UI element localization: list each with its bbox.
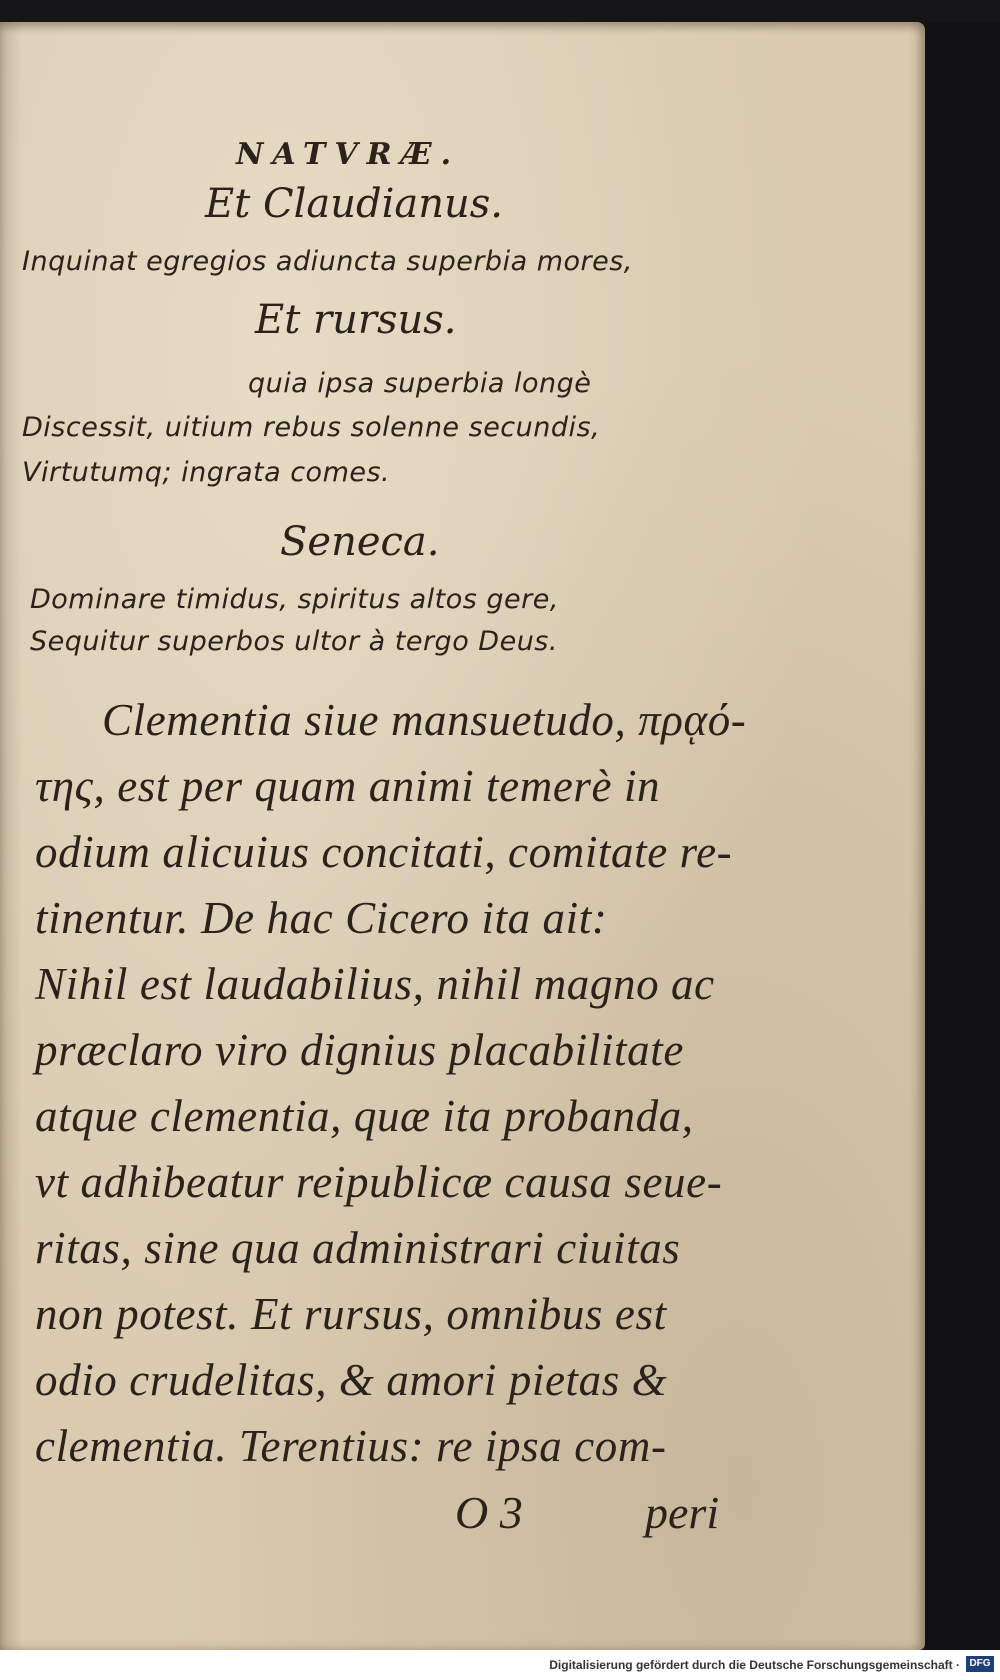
body-line-11: odio crudelitas, & amori pietas & (35, 1355, 668, 1405)
heading-claudianus: Et Claudianus. (205, 181, 504, 227)
heading-seneca: Seneca. (280, 519, 440, 565)
verse-line-2: quia ipsa superbia longè (248, 368, 592, 399)
digitization-footer (0, 1650, 1000, 1680)
body-line-1: Clementia siue mansuetudo, πρᾳό- (102, 695, 747, 745)
dfg-logo: DFG (966, 1656, 994, 1672)
body-line-7: atque clementia, quæ ita probanda, (35, 1091, 694, 1141)
running-header: NATVRÆ. (236, 137, 461, 172)
verse-line-4: Virtutumq; ingrata comes. (22, 457, 391, 488)
body-line-2: της, est per quam animi temerè in (35, 761, 661, 811)
catchword: peri (645, 1487, 720, 1538)
body-line-8: vt adhibeatur reipublicæ causa seue- (35, 1157, 723, 1207)
verse-line-6: Sequitur superbos ultor à tergo Deus. (30, 626, 558, 657)
verse-line-3: Discessit, uitium rebus solenne secundis, (22, 412, 601, 443)
body-line-4: tinentur. De hac Cicero ita ait: (35, 893, 608, 943)
body-line-6: præclaro viro dignius placabilitate (35, 1025, 684, 1075)
body-line-9: ritas, sine qua administrari ciuitas (35, 1223, 681, 1273)
scan-right-edge (925, 22, 1000, 1650)
body-line-5: Nihil est laudabilius, nihil magno ac (35, 959, 715, 1009)
body-line-10: non potest. Et rursus, omnibus est (35, 1289, 667, 1339)
footer-credit: Digitalisierung gefördert durch die Deutsche Forschungsgemeinschaft · (549, 1658, 960, 1672)
body-line-12: clementia. Terentius: re ipsa com- (35, 1421, 667, 1471)
signature-mark: O 3 (455, 1487, 523, 1538)
book-page (0, 22, 925, 1650)
body-line-3: odium alicuius concitati, comitate re- (35, 827, 733, 877)
verse-line-1: Inquinat egregios adiuncta superbia mores, (22, 246, 633, 277)
verse-line-5: Dominare timidus, spiritus altos gere, (30, 584, 559, 615)
heading-et-rursus: Et rursus. (255, 297, 457, 343)
